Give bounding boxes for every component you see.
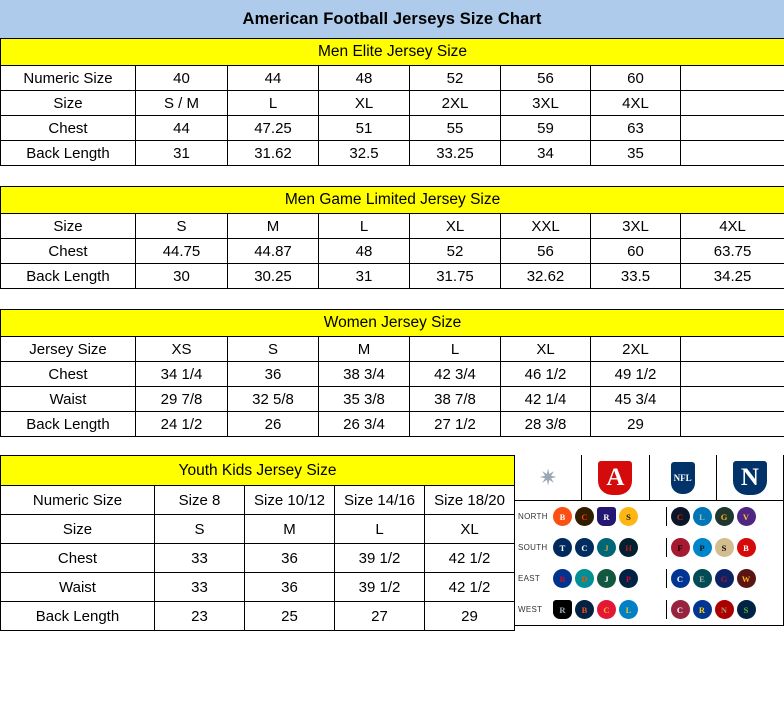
team-logo-icon: P [693,538,712,557]
table-row [1,264,784,289]
cell: 47.25 [228,116,319,141]
cell: 59 [501,116,591,141]
table-header-row [1,456,515,486]
nfc-south-logos [666,538,784,557]
cell: 44 [228,66,319,91]
cell: 44.87 [228,239,319,264]
team-logo-icon: F [671,538,690,557]
cell: L [228,91,319,116]
cell: 60 [591,239,681,264]
division-row-east [515,563,783,594]
cell: 32.62 [501,264,591,289]
table-row [1,412,784,437]
youth-table-wrap [0,455,514,631]
division-label: WEST [518,605,543,614]
team-logo-icon: C [575,507,594,526]
cell: 49 1/2 [591,362,681,387]
section-header-men-game-limited: Men Game Limited Jersey Size [1,187,784,214]
team-logo-icon: R [693,600,712,619]
section-spacer [0,289,784,309]
afc-logo-icon: A [598,461,632,495]
afc-south-logos [553,538,666,557]
cell: 36 [245,573,335,602]
cell: 60 [591,66,681,91]
cell-empty [681,141,784,166]
league-star-icon: ✷ [538,464,558,490]
team-logo-icon: H [619,538,638,557]
cell: 26 [228,412,319,437]
table-row [1,573,515,602]
cell: S [228,337,319,362]
table-header-row [1,39,784,66]
afc-west-logos [553,600,666,619]
team-logo-icon: B [553,569,572,588]
table-row [1,91,784,116]
cell-empty [681,91,784,116]
cell: Size 10/12 [245,486,335,515]
row-label: Back Length [1,602,155,631]
table-row [1,239,784,264]
table-row [1,387,784,412]
cell: 42 1/2 [425,573,515,602]
row-label: Waist [1,387,136,412]
cell: 36 [228,362,319,387]
cell: 51 [319,116,410,141]
division-row-north [515,501,783,532]
cell: XL [501,337,591,362]
cell: Size 14/16 [335,486,425,515]
team-logo-icon: B [737,538,756,557]
cell: S / M [136,91,228,116]
team-logo-icon: P [619,569,638,588]
cell: 63 [591,116,681,141]
row-label: Chest [1,116,136,141]
row-label: Numeric Size [1,66,136,91]
cell: 33 [155,573,245,602]
team-logo-icon: G [715,569,734,588]
table-row [1,515,515,544]
team-logo-icon: B [553,507,572,526]
cell: 40 [136,66,228,91]
cell: 52 [410,66,501,91]
nfc-east-logos [666,569,784,588]
team-logo-icon: E [693,569,712,588]
row-label: Size [1,91,136,116]
cell-empty [681,66,784,91]
cell: 55 [410,116,501,141]
cell: 34 1/4 [136,362,228,387]
team-logo-icon: J [597,538,616,557]
cell: 29 7/8 [136,387,228,412]
cell: 36 [245,544,335,573]
cell: 25 [245,602,335,631]
page-title-bar [0,0,784,38]
cell: 30.25 [228,264,319,289]
team-logo-icon: S [619,507,638,526]
nfc-west-logos [666,600,784,619]
cell: 29 [591,412,681,437]
cell: 2XL [410,91,501,116]
cell: 56 [501,66,591,91]
team-logo-icon: R [553,600,572,619]
cell: M [228,214,319,239]
team-logo-icon: V [737,507,756,526]
cell: XS [136,337,228,362]
cell: 28 3/8 [501,412,591,437]
cell: 31 [136,141,228,166]
nfl-logo-cell [650,455,717,501]
cell-empty [681,412,784,437]
youth-and-logos [0,455,784,631]
cell: XL [319,91,410,116]
cell-empty [681,387,784,412]
table-row [1,486,515,515]
league-logo-cell [514,455,582,501]
table-header-row [1,310,784,337]
row-label: Chest [1,239,136,264]
cell: 35 [591,141,681,166]
cell-empty [681,362,784,387]
cell: 26 3/4 [319,412,410,437]
cell: 3XL [501,91,591,116]
afc-east-logos [553,569,666,588]
table-row [1,337,784,362]
nfl-teams-logo-panel [514,455,784,626]
row-label: Back Length [1,412,136,437]
cell: XL [410,214,501,239]
division-row-west [515,594,783,625]
cell: 48 [319,66,410,91]
row-label: Waist [1,573,155,602]
team-logo-icon: N [715,600,734,619]
table-row [1,141,784,166]
cell: 27 1/2 [410,412,501,437]
team-logo-icon: C [671,600,690,619]
table-row [1,602,515,631]
section-header-youth: Youth Kids Jersey Size [1,456,515,486]
cell: 42 3/4 [410,362,501,387]
table-row [1,116,784,141]
cell: 46 1/2 [501,362,591,387]
row-label: Jersey Size [1,337,136,362]
table-men-elite [0,38,784,166]
cell: M [245,515,335,544]
cell-empty [681,337,784,362]
cell: Size 18/20 [425,486,515,515]
cell: 33.5 [591,264,681,289]
cell: XL [425,515,515,544]
cell: 33.25 [410,141,501,166]
team-logo-icon: S [715,538,734,557]
cell: 38 7/8 [410,387,501,412]
cell: 31 [319,264,410,289]
table-youth-kids [0,455,515,631]
table-row [1,544,515,573]
team-logo-icon: B [575,600,594,619]
cell: L [410,337,501,362]
cell-empty [681,116,784,141]
team-logo-icon: J [597,569,616,588]
nfc-north-logos [666,507,784,526]
row-label: Size [1,214,136,239]
team-logo-icon: C [575,538,594,557]
row-label: Size [1,515,155,544]
cell: 34.25 [681,264,784,289]
cell: 30 [136,264,228,289]
cell: S [136,214,228,239]
team-logo-icon: G [715,507,734,526]
section-header-women: Women Jersey Size [1,310,784,337]
cell: 56 [501,239,591,264]
cell: M [319,337,410,362]
cell: 31.62 [228,141,319,166]
cell: 3XL [591,214,681,239]
cell: 39 1/2 [335,573,425,602]
cell: 52 [410,239,501,264]
cell: 39 1/2 [335,544,425,573]
cell: 4XL [591,91,681,116]
page-title: American Football Jerseys Size Chart [242,9,542,28]
nfc-logo-cell [717,455,784,501]
cell: 34 [501,141,591,166]
cell: 33 [155,544,245,573]
cell: 23 [155,602,245,631]
team-logo-icon: R [597,507,616,526]
cell: 31.75 [410,264,501,289]
team-logo-icon: L [693,507,712,526]
cell: 29 [425,602,515,631]
row-label: Back Length [1,264,136,289]
cell: 2XL [591,337,681,362]
cell: 35 3/8 [319,387,410,412]
section-spacer [0,166,784,186]
cell: 27 [335,602,425,631]
cell: Size 8 [155,486,245,515]
table-header-row [1,187,784,214]
division-label: EAST [518,574,541,583]
cell: 32.5 [319,141,410,166]
team-logo-icon: L [619,600,638,619]
division-row-south [515,532,783,563]
division-label: SOUTH [518,543,548,552]
cell: L [335,515,425,544]
table-row [1,66,784,91]
team-logo-icon: C [671,569,690,588]
cell: 63.75 [681,239,784,264]
section-spacer [0,437,784,455]
table-row [1,214,784,239]
cell: 38 3/4 [319,362,410,387]
cell: S [155,515,245,544]
cell: 45 3/4 [591,387,681,412]
team-logo-icon: C [597,600,616,619]
cell: 4XL [681,214,784,239]
team-logo-icon: W [737,569,756,588]
table-row [1,362,784,387]
team-logo-icon: T [553,538,572,557]
cell: 44.75 [136,239,228,264]
cell: 24 1/2 [136,412,228,437]
nfc-logo-icon: N [733,461,767,495]
cell: L [319,214,410,239]
cell: XXL [501,214,591,239]
division-grid [514,501,784,626]
cell: 32 5/8 [228,387,319,412]
cell: 44 [136,116,228,141]
row-label: Chest [1,544,155,573]
afc-logo-cell [582,455,649,501]
team-logo-icon: S [737,600,756,619]
team-logo-icon: C [671,507,690,526]
team-logo-icon: D [575,569,594,588]
cell: 48 [319,239,410,264]
afc-north-logos [553,507,666,526]
section-header-men-elite: Men Elite Jersey Size [1,39,784,66]
cell: 42 1/2 [425,544,515,573]
nfl-shield-icon: NFL [671,462,695,494]
table-women [0,309,784,437]
cell: 42 1/4 [501,387,591,412]
division-label: NORTH [518,512,548,521]
conference-marks-row [514,455,784,501]
table-men-game-limited [0,186,784,289]
row-label: Numeric Size [1,486,155,515]
row-label: Chest [1,362,136,387]
row-label: Back Length [1,141,136,166]
